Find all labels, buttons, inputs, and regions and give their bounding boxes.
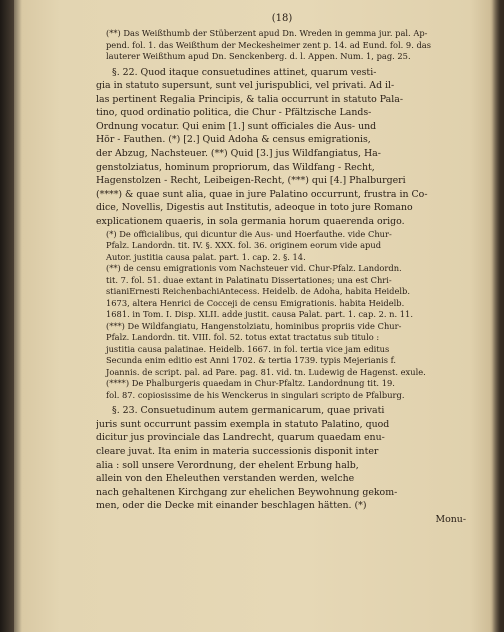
- footnote-line: stianiErnesti ReichenbachiAntecess. Heidelb. de Adoha, habita Heidelb.: [106, 286, 411, 297]
- text-line: §. 22. Quod itaque consuetudines attinet, quarum vesti-: [112, 66, 377, 78]
- footnote-line: 1681. in Tom. I. Disp. XLII. adde justit. causa Palat. part. 1. cap. 2. n. 11.: [106, 309, 413, 320]
- footnote-line: Joannis. de script. pal. ad Pare. pag. 81. vid. tn. Ludewig de Hagenst. exule.: [106, 366, 426, 377]
- text-lines: [96, 28, 468, 513]
- text-line: gia in statuto supersunt, sunt vel jurispublici, vel privati. Ad il-: [96, 80, 395, 92]
- text-line: nach gehaltenen Kirchgang zur ehelichen Beywohnung gekom-: [96, 486, 398, 498]
- text-line: §. 23. Consuetudinum autem germanicarum, quae privati: [112, 405, 385, 417]
- footnote-line: tit. 7. fol. 51. duae extant in Palatinatu Dissertationes; una est Chri-: [106, 274, 392, 285]
- text-line: allein von den Eheleuthen verstanden werden, welche: [96, 473, 355, 485]
- text-line: (****) & quae sunt alia, quae in jure Palatino occurrunt, frustra in Co-: [96, 188, 428, 200]
- page-number-header: (18): [271, 13, 293, 24]
- footnote-line: Autor. justitia causa palat. part. 1. cap. 2. §. 14.: [106, 251, 306, 262]
- footnote-line: lauterer Weißthum apud Dn. Senckenberg. d. l. Appen. Num. 1, pag. 25.: [106, 51, 411, 61]
- footnote-line: fol. 87. copiosissime de his Wenckerus in singulari scripto de Pfalburg.: [106, 389, 405, 400]
- text-line: Hör - Fauthen. (*) [2.] Quid Adoha & census emigrationis,: [96, 134, 371, 146]
- text-line: tino, quod ordinatio politica, die Chur - Pfältzische Lands-: [96, 107, 372, 119]
- footnote-line: pend. fol. 1. das Weißthum der Meckesheimer zent p. 14. ad Eund. fol. 9. das: [106, 39, 431, 50]
- footnote-line: (*) De officialibus, qui dicuntur die Aus- und Hoerfauthe. vide Chur-: [106, 228, 392, 239]
- footnote-line: Pfalz. Landordn. tit. VIII. fol. 52. totus extat tractatus sub titulo :: [106, 332, 380, 343]
- catchword: Monu-: [435, 513, 466, 525]
- text-line: las pertinent Regalia Principis, & talia occurrunt in statuto Pala-: [96, 93, 403, 105]
- page-edge-shadow: [490, 0, 504, 632]
- text-line: Ordnung vocatur. Qui enim [1.] sunt officiales die Aus- und: [96, 120, 377, 132]
- text-line: alia : soll unsere Verordnung, der ehelent Erbung halb,: [96, 459, 359, 471]
- footnote-line: justitia causa palatinae. Heidelb. 1667. in fol. tertia vice jam editus: [106, 343, 390, 354]
- footnote-line: (**) de censu emigrationis vom Nachsteuer vid. Chur-Pfalz. Landordn.: [106, 263, 402, 274]
- text-line: dicitur jus provinciale das Landrecht, quarum quaedam enu-: [96, 432, 385, 444]
- footnote-line: (****) De Phalburgeris quaedam in Chur-Pfaltz. Landordnung tit. 19.: [106, 378, 395, 389]
- page-text-block: [96, 12, 468, 526]
- text-line: dice, Novellis, Digestis aut Institutis, adeoque in toto jure Romano: [96, 202, 413, 214]
- footnote-line: (**) Das Weißthumb der Stüberzent apud Dn. Wreden in gemma jur. pal. Ap-: [106, 28, 428, 38]
- footnote-line: Pfalz. Landordn. tit. IV. §. XXX. fol. 36. originem eorum vide apud: [106, 240, 382, 251]
- text-line: der Abzug, Nachsteuer. (**) Quid [3.] jus Wildfangiatus, Ha-: [96, 148, 381, 160]
- text-line: Hagenstolzen - Recht, Leibeigen-Recht, (***) qui [4.] Phalburgeri: [96, 175, 406, 187]
- text-line: cleare juvat. Ita enim in materia successionis disponit inter: [96, 445, 379, 457]
- text-line: genstolziatus, hominum propriorum, das Wildfang - Recht,: [96, 161, 375, 173]
- footnote-line: Secunda enim editio est Anni 1702. & tertia 1739. typis Mejerianis f.: [106, 355, 397, 366]
- text-line: men, oder die Decke mit einander beschlagen hätten. (*): [96, 500, 367, 512]
- book-spine: [0, 0, 14, 632]
- text-line: juris sunt occurrunt passim exempla in statuto Palatino, quod: [96, 418, 390, 430]
- footnote-line: (***) De Wildfangiatu, Hangenstolziatu, hominibus propriis vide Chur-: [106, 320, 402, 331]
- text-line: explicationem quaeris, in sola germania horum quaerenda origo.: [96, 216, 405, 228]
- footnote-line: 1673, altera Henrici de Cocceji de censu Emigrationis. habita Heidelb.: [106, 297, 405, 308]
